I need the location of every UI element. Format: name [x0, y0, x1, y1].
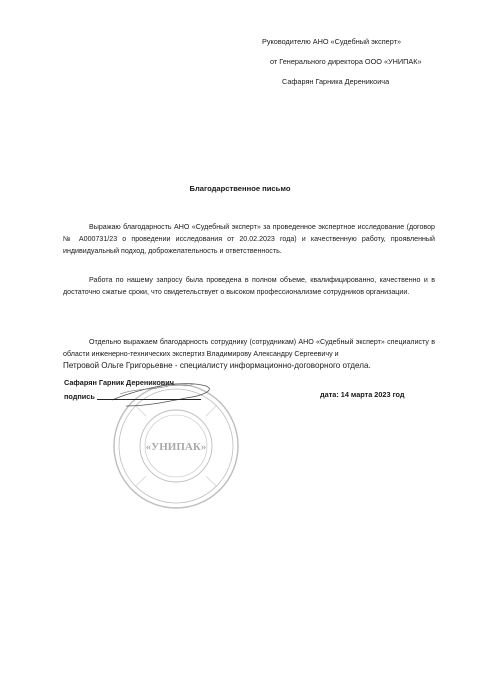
paragraph-gratitude: [63, 221, 435, 257]
paragraph-work-quality-text: Работа по нашему запросу была проведена в полном объеме, квалифицированно, качественно и в достаточно сжатые сроки, что свидетельствует о высоком профессионализме сотрудников организации.: [63, 276, 435, 296]
paragraph-staff-thanks: [63, 336, 435, 372]
addressee-sender: от Генерального директора ООО «УНИПАК»: [270, 57, 422, 66]
paragraph-staff-thanks-continued: Петровой Ольге Григорьевне - специалисту информационно-договорного отдела.: [63, 361, 371, 370]
addressee-block: [262, 38, 472, 98]
company-stamp: [106, 376, 246, 516]
letter-title: Благодарственное письмо: [189, 184, 291, 193]
paragraph-staff-thanks-text: Отдельно выражаем благодарность сотруднику (сотрудникам) АНО «Судебный эксперт» специалисту в области инженерно-технических экспертиз Владимирову Александру Сергеевичу и: [63, 338, 435, 358]
paragraph-gratitude-text: Выражаю благодарность АНО «Судебный эксперт» за проведенное экспертное исследование (договор № А000731/23 о проведении исследования от 20.02.2023 года) и качественную работу, проявленный индивидуальный подход, доброжелательность и ответственность.: [63, 223, 435, 255]
addressee-sender-name: Сафарян Гарника Дереникоича: [282, 77, 390, 86]
paragraph-work-quality: [63, 274, 435, 298]
signature-label: подпись: [64, 392, 95, 401]
signature-line: [97, 399, 201, 400]
stamp-center-text: «УНИПАК»: [145, 441, 207, 453]
signature-date: дата: 14 марта 2023 год: [320, 390, 405, 399]
addressee-recipient: Руководителю АНО «Судебный эксперт»: [262, 37, 402, 46]
signer-name: Сафарян Гарник Дереникович: [64, 378, 175, 387]
